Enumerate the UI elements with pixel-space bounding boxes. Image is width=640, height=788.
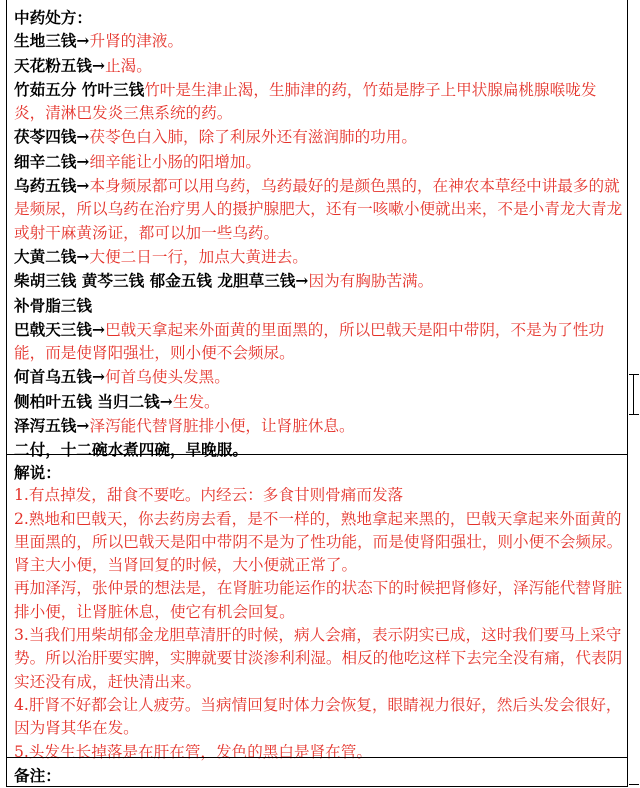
gridline-mark [629,784,639,785]
arrow-icon: → [76,127,90,147]
arrow-icon: → [91,367,106,387]
herb-name: 生地三钱 [14,31,77,51]
arrow-icon: → [76,31,90,51]
arrow-icon: → [76,151,90,171]
herb-line [14,150,623,174]
herb-name: 巴戟天三钱 [14,319,92,339]
herb-name: 柴胡三钱 黄芩三钱 郁金五钱 龙胆草三钱 [14,271,296,291]
herb-line [14,245,623,269]
herb-description: 茯苓色白入肺，除了利尿外还有滋润肺的功用。 [89,128,417,147]
herb-line [14,125,623,149]
herb-name: 何首乌五钱 [14,367,92,387]
herb-name: 侧柏叶五钱 当归二钱 [14,391,160,411]
herb-description: 巴戟天拿起来外面黄的里面黑的，所以巴戟天是阳中带阴，不是为了性功能，而是使肾阳强壮，则小便不会频尿。 [14,320,605,363]
herb-line [14,269,623,293]
herb-description: 升肾的津液。 [89,32,184,51]
dosage-instruction: 二付，十二碗水煮四碗，早晚服。 [14,440,248,460]
remarks-heading: 备注： [14,766,61,785]
herb-name: 竹茹五分 竹叶三钱 [14,79,145,99]
herb-name: 细辛二钱 [14,151,77,171]
herb-name: 补骨脂三钱 [14,295,92,315]
herb-name: 泽泻五钱 [14,416,77,436]
gridline-mark [629,374,639,375]
herb-line [14,294,623,318]
herb-description: 泽泻能代替肾脏排小便，让肾脏休息。 [89,417,355,436]
prescription-cell [7,0,627,460]
explanation-cell [7,454,627,761]
herb-name: 天花粉五钱 [14,55,92,75]
explanation-point: 1.有点掉发，甜食不要吃。内经云：多食甘则骨痛而发落 [14,486,404,505]
herb-description: 何首乌使头发黑。 [105,368,230,387]
arrow-icon: → [91,55,106,75]
explanation-list [14,484,623,764]
herb-line [14,414,623,438]
herb-line [14,29,623,53]
gridline-mark [633,374,634,414]
herb-name: 大黄二钱 [14,246,77,266]
herb-line [14,365,623,389]
herb-line [14,318,623,366]
arrow-icon: → [295,271,309,291]
herb-description: 细辛能让小肠的阳增加。 [89,152,262,171]
arrow-icon: → [76,416,90,436]
herb-description: 生发。 [172,392,220,411]
herb-list [14,29,623,438]
arrow-icon: → [76,246,90,266]
explanation-point: 4.肝肾不好都会让人疲劳。当病情回复时体力会恢复，眼睛视力很好，然后头发会很好，因为肾其华在发。 [14,695,622,738]
herb-name: 茯苓四钱 [14,127,77,147]
herb-line [14,390,623,414]
herb-description: 本身频尿都可以用乌药，乌药最好的是颜色黑的，在神农本草经中讲最多的就是频尿，所以乌药在治疗男人的摄护腺肥大，还有一咳嗽小便就出来，不是小青龙大青龙或射干麻黄汤证，都可以加一些乌药。 [14,177,623,242]
arrow-icon: → [76,176,90,196]
explanation-point: 5.头发生长掉落是在肝在管，发色的黑白是肾在管。 [14,742,372,761]
herb-description: 竹叶是生津止渴，生肺津的药，竹茹是脖子上甲状腺扁桃腺喉咙发炎，清淋巴发炎三焦系统的药。 [14,80,597,123]
prescription-heading: 中药处方： [14,8,92,27]
herb-name: 乌药五钱 [14,176,77,196]
arrow-icon: → [159,391,173,411]
prescription-sheet [6,0,628,787]
herb-description: 止渴。 [105,56,152,75]
herb-line [14,78,623,126]
herb-line [14,174,623,245]
explanation-heading: 解说： [14,463,61,482]
gridline-mark [629,414,639,415]
explanation-point: 3.当我们用柴胡郁金龙胆草清肝的时候，病人会痛，表示阴实已成，这时我们要马上采守势。所以治肝要实脾，实脾就要甘淡渗利利湿。相反的他吃这样下去完全没有痛，代表阴实还没有成，赶快清出来。 [14,626,623,691]
herb-description: 大便二日一行，加点大黄进去。 [89,247,308,266]
herb-line [14,54,623,78]
arrow-icon: → [91,319,106,339]
herb-description: 因为有胸胁苦满。 [308,272,434,291]
explanation-point: 再加泽泻，张仲景的想法是，在肾脏功能运作的状态下的时候把肾修好，泽泻能代替肾脏排小便，让肾脏休息，使它有机会回复。 [14,579,623,621]
remarks-cell [7,757,627,787]
explanation-point: 2.熟地和巴戟天，你去药房去看，是不一样的，熟地拿起来黑的，巴戟天拿起来外面黄的里面黑的，所以巴戟天是阳中带阴不是为了性功能，而是使肾阳强壮，则小便不会频尿。肾主大小便，当肾回复的时候，大小便就正常了。 [14,509,623,575]
